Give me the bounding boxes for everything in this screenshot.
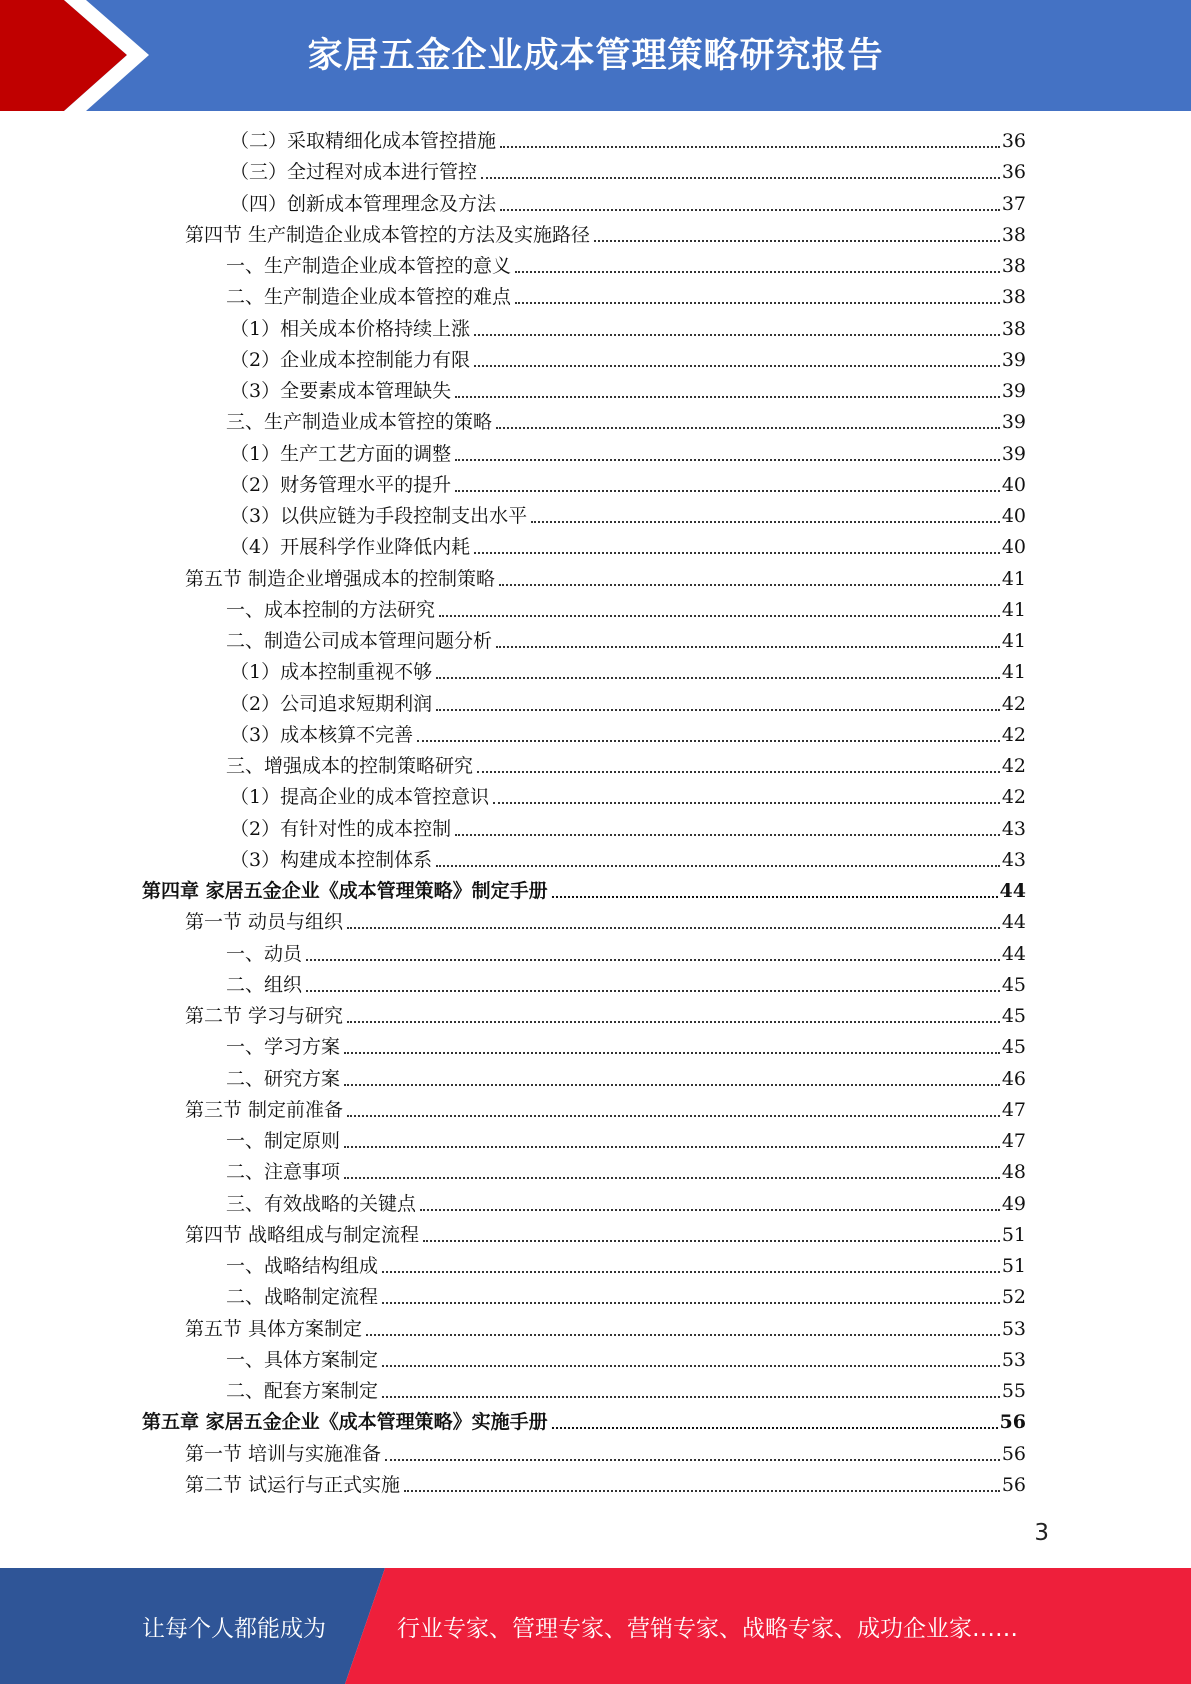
toc-entry-page: 51 (1001, 1255, 1026, 1277)
toc-entry[interactable] (226, 627, 1026, 655)
toc-entry-page: 44 (1001, 911, 1026, 934)
toc-entry-label: （3）全要素成本管理缺失 (230, 380, 452, 402)
toc-entry-label: 二、注意事项 (226, 1161, 341, 1184)
toc-entry[interactable] (230, 721, 1026, 749)
toc-entry-label: 第四节 战略组成与制定流程 (185, 1223, 420, 1246)
toc-entry[interactable] (230, 502, 1026, 530)
toc-entry-page: 56 (999, 1411, 1026, 1434)
toc-entry-page: 40 (1001, 473, 1026, 496)
toc-entry-page: 36 (1001, 161, 1026, 184)
toc-entry[interactable] (185, 1471, 1026, 1499)
toc-dot-leader (417, 740, 1000, 742)
toc-entry-label: 第五节 制造企业增强成本的控制策略 (185, 567, 496, 590)
toc-entry[interactable] (226, 283, 1026, 311)
toc-dot-leader (499, 584, 1000, 586)
toc-dot-leader (455, 396, 1000, 398)
toc-entry[interactable] (226, 1190, 1026, 1218)
toc-entry-page: 48 (1001, 1161, 1026, 1184)
toc-entry[interactable] (226, 971, 1026, 999)
toc-entry[interactable] (230, 190, 1026, 218)
toc-entry[interactable] (185, 1315, 1026, 1343)
page-footer (0, 1568, 1191, 1684)
toc-entry[interactable] (226, 1252, 1026, 1280)
footer-slogan-left: 让每个人都能成为 (142, 1616, 326, 1642)
toc-entry[interactable] (230, 815, 1026, 843)
toc-entry-label: 第五节 具体方案制定 (185, 1317, 363, 1340)
toc-entry[interactable] (185, 221, 1026, 249)
toc-entry-label: （2）企业成本控制能力有限 (230, 348, 471, 371)
toc-dot-leader (344, 1177, 1000, 1179)
toc-dot-leader (420, 1209, 1000, 1211)
page-number: 3 (1034, 1520, 1049, 1546)
toc-entry[interactable] (226, 1127, 1026, 1155)
toc-entry[interactable] (226, 1283, 1026, 1311)
toc-entry-label: 一、动员 (226, 942, 303, 965)
toc-dot-leader (344, 1052, 1000, 1054)
toc-entry-label: （二）采取精细化成本管控措施 (230, 130, 497, 152)
toc-dot-leader (474, 552, 1000, 554)
toc-entry-page: 43 (1001, 848, 1026, 871)
toc-dot-leader (455, 459, 1000, 461)
toc-entry-label: （2）财务管理水平的提升 (230, 473, 452, 496)
toc-entry-label: （3）构建成本控制体系 (230, 848, 433, 871)
toc-entry-page: 47 (1001, 1130, 1026, 1152)
toc-entry-label: 第四节 生产制造企业成本管控的方法及实施路径 (185, 223, 591, 246)
toc-entry-label: 第四章 家居五金企业《成本管理策略》制定手册 (142, 880, 548, 902)
toc-entry-label: 二、组织 (226, 973, 303, 996)
toc-entry-label: （3）成本核算不完善 (230, 723, 414, 746)
toc-dot-leader (455, 490, 1000, 492)
toc-entry-label: 二、配套方案制定 (226, 1380, 379, 1402)
toc-entry-label: （三）全过程对成本进行管控 (230, 161, 478, 184)
toc-entry-page: 42 (1001, 692, 1026, 715)
toc-entry-page: 44 (1001, 942, 1026, 965)
toc-entry[interactable] (185, 1440, 1026, 1468)
toc-entry[interactable] (226, 940, 1026, 968)
toc-entry[interactable] (226, 596, 1026, 624)
toc-entry-page: 55 (1001, 1380, 1026, 1402)
footer-slogan-right: 行业专家、管理专家、营销专家、战略专家、成功企业家…… (397, 1616, 1018, 1642)
toc-entry-page: 41 (1001, 567, 1026, 590)
toc-dot-leader (439, 615, 1000, 617)
toc-dot-leader (493, 802, 1000, 804)
toc-entry[interactable] (230, 690, 1026, 718)
toc-entry-page: 39 (1001, 411, 1026, 434)
toc-entry[interactable] (230, 658, 1026, 686)
toc-dot-leader (455, 834, 1000, 836)
toc-entry-label: 一、成本控制的方法研究 (226, 598, 436, 621)
toc-dot-leader (481, 177, 1000, 179)
toc-entry-label: （2）有针对性的成本控制 (230, 817, 452, 840)
toc-entry[interactable] (185, 1002, 1026, 1030)
toc-entry-label: 第二节 学习与研究 (185, 1005, 344, 1027)
toc-entry-label: （4）开展科学作业降低内耗 (230, 536, 471, 559)
toc-entry[interactable] (185, 908, 1026, 936)
toc-entry-label: 一、学习方案 (226, 1036, 341, 1059)
toc-dot-leader (404, 1490, 1000, 1492)
toc-dot-leader (552, 896, 998, 898)
report-title: 家居五金企业成本管理策略研究报告 (307, 36, 884, 76)
toc-dot-leader (515, 271, 1000, 273)
toc-entry[interactable] (230, 158, 1026, 186)
toc-chapter-entry[interactable] (142, 877, 1026, 905)
toc-entry-page: 42 (1001, 786, 1026, 809)
toc-entry-page: 52 (1001, 1286, 1026, 1309)
toc-entry-label: 二、研究方案 (226, 1067, 341, 1090)
toc-dot-leader (344, 1146, 1000, 1148)
toc-chapter-entry[interactable] (142, 1408, 1026, 1436)
toc-entry-label: 三、生产制造业成本管控的策略 (226, 411, 493, 434)
toc-entry-label: （2）公司追求短期利润 (230, 692, 433, 715)
toc-entry-label: 一、具体方案制定 (226, 1348, 379, 1371)
toc-entry-page: 47 (1001, 1098, 1026, 1121)
toc-entry-page: 41 (1001, 630, 1026, 652)
toc-entry-page: 49 (1001, 1192, 1026, 1215)
toc-entry-label: 三、增强成本的控制策略研究 (226, 755, 474, 777)
toc-dot-leader (382, 1396, 1000, 1398)
toc-dot-leader (496, 646, 1000, 648)
toc-entry-label: 三、有效战略的关键点 (226, 1192, 417, 1215)
toc-entry-label: 一、制定原则 (226, 1130, 341, 1152)
toc-entry-page: 38 (1001, 286, 1026, 309)
toc-dot-leader (500, 146, 1000, 148)
toc-entry[interactable] (226, 252, 1026, 280)
toc-entry[interactable] (230, 471, 1026, 499)
toc-entry-page: 39 (1001, 348, 1026, 371)
toc-entry-page: 42 (1001, 755, 1026, 777)
toc-entry[interactable] (230, 533, 1026, 561)
toc-dot-leader (347, 1115, 1000, 1117)
toc-entry-label: （1）成本控制重视不够 (230, 661, 433, 684)
toc-entry-page: 43 (1001, 817, 1026, 840)
toc-dot-leader (385, 1459, 1000, 1461)
toc-dot-leader (531, 521, 1000, 523)
toc-dot-leader (366, 1334, 1000, 1336)
toc-entry[interactable] (226, 408, 1026, 436)
toc-entry-page: 45 (1001, 1005, 1026, 1027)
toc-entry-page: 39 (1001, 442, 1026, 465)
toc-entry-page: 51 (1001, 1223, 1026, 1246)
toc-entry-label: （1）提高企业的成本管控意识 (230, 786, 490, 809)
toc-entry-page: 41 (1001, 598, 1026, 621)
toc-entry-page: 44 (999, 880, 1026, 902)
toc-entry-page: 38 (1001, 223, 1026, 246)
toc-dot-leader (382, 1271, 1000, 1273)
toc-entry-label: 二、制造公司成本管理问题分析 (226, 630, 493, 652)
toc-entry-page: 56 (1001, 1473, 1026, 1496)
toc-entry-label: （1）生产工艺方面的调整 (230, 442, 452, 465)
toc-dot-leader (474, 365, 1000, 367)
toc-dot-leader (347, 1021, 1000, 1023)
toc-entry-page: 39 (1001, 380, 1026, 402)
toc-entry-page: 38 (1001, 317, 1026, 340)
toc-entry[interactable] (185, 565, 1026, 593)
toc-entry-page: 40 (1001, 536, 1026, 559)
toc-entry[interactable] (230, 315, 1026, 343)
toc-entry-label: 一、生产制造企业成本管控的意义 (226, 255, 512, 277)
toc-entry-page: 42 (1001, 723, 1026, 746)
toc-entry[interactable] (226, 1158, 1026, 1186)
toc-entry[interactable] (226, 1346, 1026, 1374)
toc-entry-label: 第二节 试运行与正式实施 (185, 1473, 401, 1496)
toc-entry-label: 二、生产制造企业成本管控的难点 (226, 286, 512, 309)
toc-entry-page: 40 (1001, 505, 1026, 527)
toc-entry-page: 36 (1001, 130, 1026, 152)
toc-dot-leader (496, 427, 1000, 429)
toc-entry[interactable] (230, 127, 1026, 155)
toc-entry[interactable] (230, 440, 1026, 468)
toc-dot-leader (436, 677, 1000, 679)
toc-dot-leader (347, 927, 1000, 929)
toc-dot-leader (594, 240, 1000, 242)
toc-entry-page: 53 (1001, 1317, 1026, 1340)
toc-dot-leader (500, 209, 1000, 211)
toc-entry[interactable] (226, 752, 1026, 780)
toc-dot-leader (306, 990, 1000, 992)
toc-entry[interactable] (230, 377, 1026, 405)
toc-entry[interactable] (230, 783, 1026, 811)
toc-dot-leader (306, 959, 1000, 961)
toc-entry-label: 第一节 动员与组织 (185, 911, 344, 934)
toc-dot-leader (477, 771, 1000, 773)
toc-entry-page: 45 (1001, 973, 1026, 996)
toc-entry-page: 41 (1001, 661, 1026, 684)
toc-dot-leader (382, 1365, 1000, 1367)
toc-entry-label: 一、战略结构组成 (226, 1255, 379, 1277)
toc-entry-page: 46 (1001, 1067, 1026, 1090)
toc-entry[interactable] (226, 1377, 1026, 1405)
toc-entry[interactable] (230, 846, 1026, 874)
toc-entry[interactable] (230, 346, 1026, 374)
toc-entry-label: （四）创新成本管理理念及方法 (230, 192, 497, 215)
toc-dot-leader (436, 709, 1000, 711)
toc-entry[interactable] (185, 1221, 1026, 1249)
toc-entry-page: 37 (1001, 192, 1026, 215)
toc-dot-leader (423, 1240, 1000, 1242)
toc-entry[interactable] (226, 1033, 1026, 1061)
toc-dot-leader (344, 1084, 1000, 1086)
toc-entry-page: 38 (1001, 255, 1026, 277)
toc-entry-label: 第三节 制定前准备 (185, 1098, 344, 1121)
toc-dot-leader (552, 1427, 998, 1429)
page-header (0, 0, 1191, 111)
toc-entry-label: 二、战略制定流程 (226, 1286, 379, 1309)
toc-entry-label: 第五章 家居五金企业《成本管理策略》实施手册 (142, 1411, 548, 1434)
toc-entry[interactable] (226, 1065, 1026, 1093)
toc-dot-leader (436, 865, 1000, 867)
toc-entry-page: 53 (1001, 1348, 1026, 1371)
toc-dot-leader (474, 334, 1000, 336)
toc-entry-label: （1）相关成本价格持续上涨 (230, 317, 471, 340)
toc-entry-page: 56 (1001, 1442, 1026, 1465)
toc-entry[interactable] (185, 1096, 1026, 1124)
toc-entry-page: 45 (1001, 1036, 1026, 1059)
toc-dot-leader (382, 1302, 1000, 1304)
toc-entry-label: （3）以供应链为手段控制支出水平 (230, 505, 528, 527)
toc-entry-label: 第一节 培训与实施准备 (185, 1442, 382, 1465)
toc-dot-leader (515, 302, 1000, 304)
